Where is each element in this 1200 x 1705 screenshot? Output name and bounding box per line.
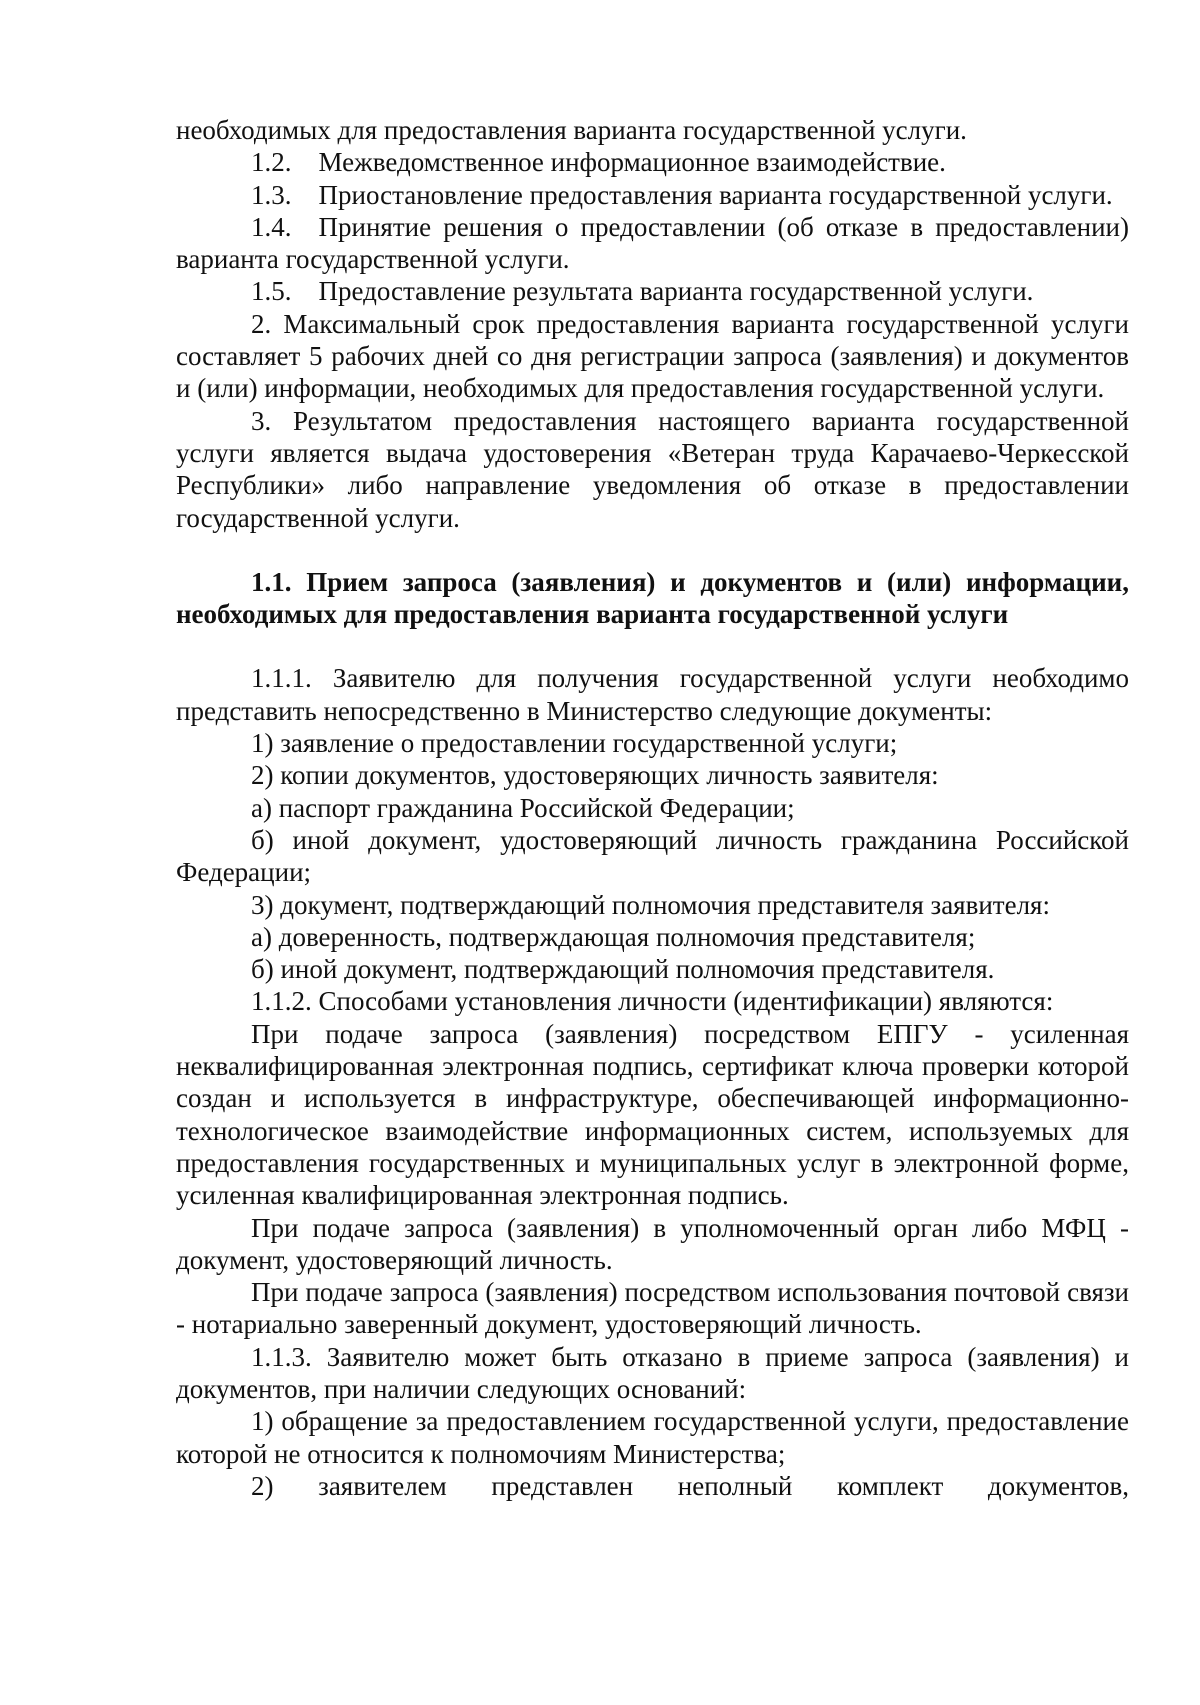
paragraph: 1) заявление о предоставлении государственной услуги; xyxy=(251,728,898,759)
paragraph: При подаче запроса (заявления) в уполномоченный орган либо МФЦ - документ, удостоверяющий личность. xyxy=(176,1212,1129,1275)
paragraph: необходимых для предоставления варианта государственной услуги. xyxy=(176,115,967,145)
paragraph: 2) заявителем представлен неполный комплект документов, xyxy=(251,1470,1129,1501)
paragraph: а) паспорт гражданина Российской Федерации; xyxy=(251,792,795,823)
paragraph: При подаче запроса (заявления) посредством ЕПГУ - усиленная неквалифицированная электронная подпись, сертификат ключа проверки которой создан и используется в инфраструктуре, обеспечивающей информационно-технологическое взаимодействие информационных систем, используемых для предоставления государственных и муниципальных услуг в электронной форме, усиленная квалифицированная электронная подпись. xyxy=(176,1018,1129,1211)
paragraph: 2) копии документов, удостоверяющих личность заявителя: xyxy=(251,760,939,791)
paragraph: 1.5. Предоставление результата варианта государственной услуги. xyxy=(251,276,1034,307)
document-page xyxy=(176,114,1129,1502)
paragraph: 3) документ, подтверждающий полномочия представителя заявителя: xyxy=(251,889,1050,920)
spacer xyxy=(176,534,1129,566)
section-body xyxy=(176,662,1129,1502)
paragraph: 1.1.2. Способами установления личности (идентификации) являются: xyxy=(251,986,1054,1017)
section-heading: 1.1. Прием запроса (заявления) и документов и (или) информации, необходимых для предоставления варианта государственной услуги xyxy=(176,566,1129,630)
paragraph: 1.1.1. Заявителю для получения государственной услуги необходимо представить непосредственно в Министерство следующие документы: xyxy=(176,663,1129,726)
paragraph: б) иной документ, подтверждающий полномочия представителя. xyxy=(251,954,995,985)
paragraph: 1.2. Межведомственное информационное взаимодействие. xyxy=(251,147,946,178)
paragraph: При подаче запроса (заявления) посредством использования почтовой связи - нотариально заверенный документ, удостоверяющий личность. xyxy=(176,1277,1129,1340)
paragraph: 1.4. Принятие решения о предоставлении (об отказе в предоставлении) варианта государственной услуги. xyxy=(176,211,1129,275)
section-intro xyxy=(176,114,1129,534)
paragraph: 1) обращение за предоставлением государственной услуги, предоставление которой не относится к полномочиям Министерства; xyxy=(176,1406,1129,1469)
paragraph: 2. Максимальный срок предоставления варианта государственной услуги составляет 5 рабочих дней со дня регистрации запроса (заявления) и документов и (или) информации, необходимых для предоставления государственной услуги. xyxy=(176,308,1129,404)
paragraph: 1.3. Приостановление предоставления варианта государственной услуги. xyxy=(251,179,1113,210)
paragraph: а) доверенность, подтверждающая полномочия представителя; xyxy=(251,921,976,952)
paragraph: 1.1.3. Заявителю может быть отказано в приеме запроса (заявления) и документов, при наличии следующих оснований: xyxy=(176,1341,1129,1404)
spacer xyxy=(176,630,1129,662)
paragraph: б) иной документ, удостоверяющий личность гражданина Российской Федерации; xyxy=(176,824,1129,888)
paragraph: 3. Результатом предоставления настоящего варианта государственной услуги является выдача удостоверения «Ветеран труда Карачаево-Черкесской Республики» либо направление уведомления об отказе в предоставлении государственной услуги. xyxy=(176,405,1129,533)
